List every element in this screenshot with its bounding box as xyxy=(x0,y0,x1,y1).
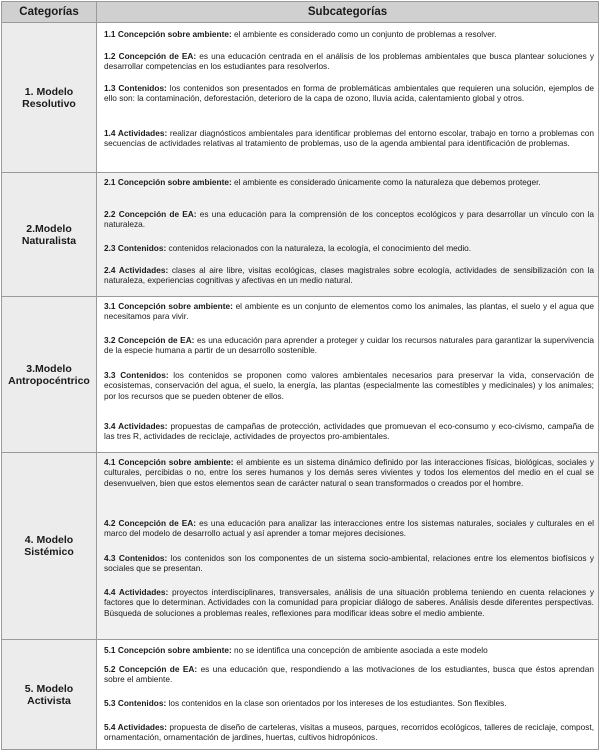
item-4-2: 4.2 Concepción de EA: es una educación para analizar las interacciones entre los sistemas naturales, sociales y culturales en el marco del modelo de desarrollo actual y así aprender a tomar mejores decisiones. xyxy=(104,518,594,539)
item-1-3: 1.3 Contenidos: los contenidos son presentados en forma de problemáticas ambientales que requieren una solución, ejemplos de ello son: la contaminación, deforestación, deterioro de la capa de ozono, lluvia acida, calentamiento global y otros. xyxy=(104,83,594,104)
category-cell: 3.Modelo Antropocéntrico xyxy=(2,297,97,452)
category-cell: 1. Modelo Resolutivo xyxy=(2,23,97,172)
category-cell: 4. Modelo Sistémico xyxy=(2,453,97,639)
table-row-4 xyxy=(2,453,598,639)
category-cell: 5. Modelo Activista xyxy=(2,640,97,749)
subcategory-cell xyxy=(97,173,598,296)
table-row-3 xyxy=(2,297,598,452)
header-subcategorias: Subcategorías xyxy=(307,6,388,18)
subcategory-cell xyxy=(97,297,598,452)
item-1-4: 1.4 Actividades: realizar diagnósticos ambientales para identificar problemas del entorno escolar, trabajo en torno a problemas con secuencias de actividades relativas al tratamiento de problemas, uso de la agenda ambiental para identificación de problemas. xyxy=(104,128,594,149)
item-4-3: 4.3 Contenidos: los contenidos son los componentes de un sistema socio-ambiental, relaciones entre los elementos biofísicos y sociales que se presentan. xyxy=(104,553,595,574)
item-3-4: 3.4 Actividades: propuestas de campañas de protección, actividades que promuevan el eco-consumo y eco-civismo, campaña de las tres R, actividades de reciclaje, actividades de proyectos pro-ambientales. xyxy=(104,421,594,442)
item-1-1: 1.1 Concepción sobre ambiente: el ambiente es considerado como un conjunto de problemas a resolver. xyxy=(104,29,497,39)
item-5-2: 5.2 Concepción de EA: es una educación que, respondiendo a las motivaciones de los estudiantes, busca que éstos aprendan sobre el ambiente. xyxy=(104,664,594,685)
item-5-3: 5.3 Contenidos: los contenidos en la clase son orientados por los intereses de los estudiantes. Son flexibles. xyxy=(104,698,507,708)
subcategory-cell xyxy=(97,453,598,639)
table-row-1 xyxy=(2,23,598,172)
header-categorias: Categorías xyxy=(2,2,97,22)
item-5-1: 5.1 Concepción sobre ambiente: no se identifica una concepción de ambiente asociada a este modelo xyxy=(104,645,488,655)
item-3-1: 3.1 Concepción sobre ambiente: el ambiente es un conjunto de elementos como los animales, las plantas, el suelo y el agua que necesitamos para vivir. xyxy=(104,301,595,322)
subcategory-cell xyxy=(97,640,598,749)
item-4-4: 4.4 Actividades: proyectos interdisciplinares, transversales, análisis de una situación problema teniendo en cuenta relaciones y factores que lo determinan. Actividades con la comunidad para propiciar diálogo de saberes. Análisis desde diferentes perspectivas. Búsqueda de soluciones a problemas reales, reflexiones para modificar ideas sobre el medio ambiente. xyxy=(104,587,594,618)
subcategory-cell xyxy=(97,23,598,172)
item-2-4: 2.4 Actividades: clases al aire libre, visitas ecológicas, clases magistrales sobre ecología, actividades de sensibilización con la naturaleza, experiencias cognitivas y afectivas en un medio natural. xyxy=(104,265,594,286)
table-header xyxy=(2,2,598,23)
category-cell: 2.Modelo Naturalista xyxy=(2,173,97,296)
table-row-2 xyxy=(2,173,598,296)
table-row-5 xyxy=(2,640,598,749)
item-3-3: 3.3 Contenidos: los contenidos se proponen como valores ambientales necesarios para preservar la vida, conservación de ecosistemas, conservación del agua, el suelo, la energía, las plantas (especialmente las comestibles y medicinales) y los animales; por los recursos que se pueden obtener de ellos. xyxy=(104,370,595,401)
item-3-2: 3.2 Concepción de EA: es una educación para aprender a proteger y cuidar los recursos naturales para garantizar la supervivencia de la especie humana a partir de un desarrollo sostenible. xyxy=(104,335,594,356)
item-4-1: 4.1 Concepción sobre ambiente: el ambiente es un sistema dinámico definido por las interacciones físicas, biológicas, sociales y culturales, percibidas o no, entre los seres humanos y los demás seres vivientes y todos los elementos del medio en el cual se desenvuelven, bien que estos elementos sean de carácter natural o sean transformados o creados por el hombre. xyxy=(104,457,594,488)
item-5-4: 5.4 Actividades: propuesta de diseño de carteleras, visitas a museos, parques, recorridos ecológicos, talleres de reciclaje, compost, ornamentación, ornamentación de jardines, huertas, cultivos hidropónicos. xyxy=(104,722,595,743)
item-2-3: 2.3 Contenidos: contenidos relacionados con la naturaleza, la ecología, el conocimiento del medio. xyxy=(104,243,472,253)
item-2-2: 2.2 Concepción de EA: es una educación para la comprensión de los conceptos ecológicos y para desarrollar un vínculo con la naturaleza. xyxy=(104,209,594,230)
item-1-2: 1.2 Concepción de EA: es una educación centrada en el análisis de los problemas ambientales que busca plantear soluciones y desarrollar competencias en los estudiantes para resolverlos. xyxy=(104,51,595,72)
item-2-1: 2.1 Concepción sobre ambiente: el ambiente es considerado únicamente como la naturaleza que debemos proteger. xyxy=(104,177,541,187)
categories-table xyxy=(1,1,599,750)
